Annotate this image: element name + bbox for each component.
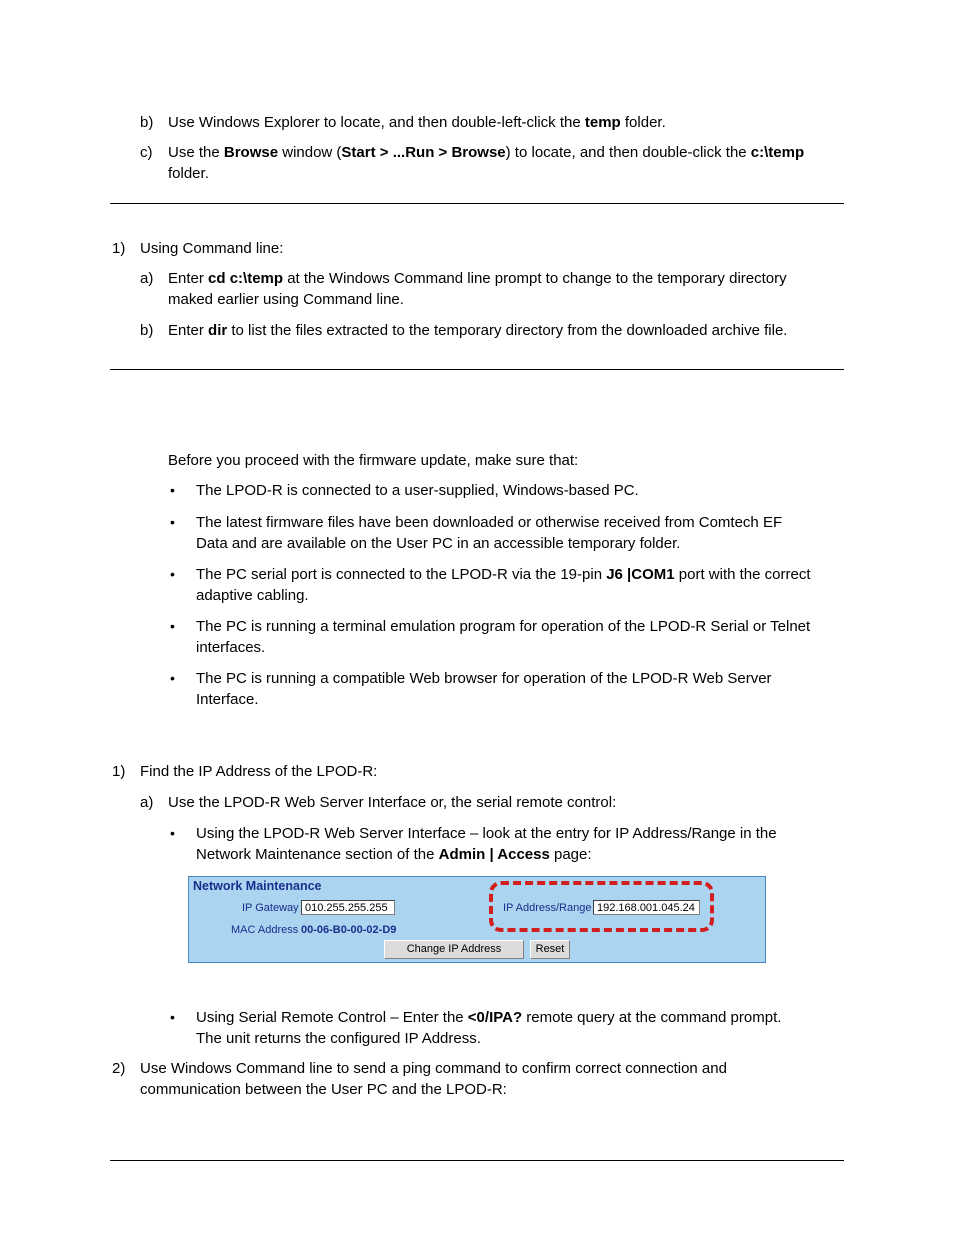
item-text-c-line2: folder.	[168, 165, 209, 182]
cmd-text-a: Enter cd c:\temp at the Windows Command line prompt to change to the temporary directory	[168, 270, 787, 287]
ip-range-highlight	[489, 881, 714, 932]
prereq-bullet-5: The PC is running a compatible Web browser for operation of the LPOD-R Web Server	[196, 670, 772, 687]
mac-value: 00-06-B0-00-02-D9	[301, 924, 397, 936]
step-label-1: 1)	[112, 240, 126, 257]
bullet-dot: •	[170, 566, 175, 582]
bullet-dot: •	[170, 825, 175, 841]
prereq-bullet-3-line2: adaptive cabling.	[196, 587, 309, 604]
cmd-text-a-line2: maked earlier using Command line.	[168, 291, 404, 308]
prereq-bullet-5-line2: Interface.	[196, 691, 259, 708]
bullet-dot: •	[170, 670, 175, 686]
ip-gateway-label: IP Gateway	[242, 902, 299, 914]
item-label-b: b)	[140, 114, 154, 131]
prereq-bullet-3: The PC serial port is connected to the LPOD-R via the 19-pin J6 |COM1 port with the correct	[196, 566, 811, 583]
serial-bullet-line2: The unit returns the configured IP Address.	[196, 1030, 481, 1047]
reset-button[interactable]: Reset	[530, 940, 570, 959]
prereq-bullet-2-line2: Data and are available on the User PC in an accessible temporary folder.	[196, 535, 681, 552]
ip-label-a: a)	[140, 794, 154, 811]
step-text-1: Using Command line:	[140, 240, 284, 257]
cmd-text-b: Enter dir to list the files extracted to the temporary directory from the downloaded archive file.	[168, 322, 788, 339]
cmd-label-a: a)	[140, 270, 154, 287]
ip-gateway-field[interactable]: 010.255.255.255	[301, 900, 395, 915]
prereq-intro: Before you proceed with the firmware update, make sure that:	[168, 452, 579, 469]
item-label-c: c)	[140, 144, 153, 161]
item-text-b: Use Windows Explorer to locate, and then double-left-click the temp folder.	[168, 114, 666, 131]
ip-range-field[interactable]: 192.168.001.045.24	[593, 900, 700, 915]
mac-label: MAC Address	[231, 924, 299, 936]
bullet-dot: •	[170, 1009, 175, 1025]
bullet-dot: •	[170, 514, 175, 530]
bullet-dot: •	[170, 482, 175, 498]
cmd-label-b: b)	[140, 322, 154, 339]
ip-step-text-2: Use Windows Command line to send a ping command to confirm correct connection and	[140, 1060, 727, 1077]
web-bullet: Using the LPOD-R Web Server Interface – look at the entry for IP Address/Range in the	[196, 825, 777, 842]
item-text-c: Use the Browse window (Start > ...Run > Browse) to locate, and then double-click the c:\temp	[168, 144, 805, 161]
serial-bullet: Using Serial Remote Control – Enter the <0/IPA? remote query at the command prompt.	[196, 1009, 782, 1026]
ip-step-label-1: 1)	[112, 763, 126, 780]
ip-step-text-2-line2: communication between the User PC and the LPOD-R:	[140, 1081, 507, 1098]
ip-step-text-1: Find the IP Address of the LPOD-R:	[140, 763, 378, 780]
footer-divider	[110, 1160, 844, 1161]
bullet-dot: •	[170, 618, 175, 634]
web-bullet-line2: Network Maintenance section of the Admin | Access page:	[196, 846, 592, 863]
ip-text-a: Use the LPOD-R Web Server Interface or, the serial remote control:	[168, 794, 617, 811]
ip-range-label: IP Address/Range	[503, 902, 592, 914]
section-divider	[110, 203, 844, 204]
ip-step-label-2: 2)	[112, 1060, 126, 1077]
prereq-bullet-2: The latest firmware files have been downloaded or otherwise received from Comtech EF	[196, 514, 783, 531]
prereq-bullet-4-line2: interfaces.	[196, 639, 266, 656]
section-divider	[110, 369, 844, 370]
prereq-bullet-1: The LPOD-R is connected to a user-supplied, Windows-based PC.	[196, 482, 639, 499]
prereq-bullet-4: The PC is running a terminal emulation program for operation of the LPOD-R Serial or Telnet	[196, 618, 811, 635]
change-ip-address-button[interactable]: Change IP Address	[384, 940, 524, 959]
panel-title: Network Maintenance	[193, 879, 322, 893]
